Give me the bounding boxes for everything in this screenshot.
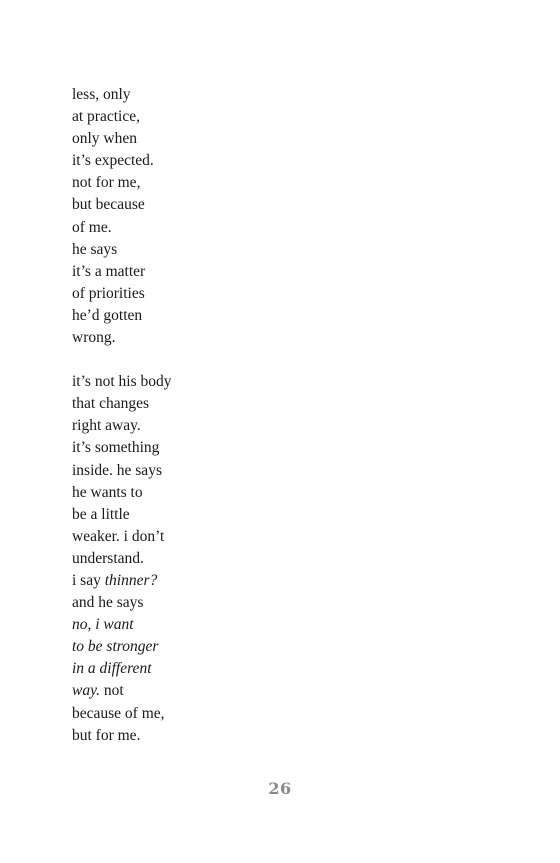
poem-line	[72, 658, 492, 680]
line-text: it’s expected.	[72, 152, 154, 170]
line-text: i say	[72, 571, 105, 589]
line-text: it’s something	[72, 439, 160, 457]
poem-line	[72, 636, 492, 658]
poem-line	[72, 371, 492, 393]
stanza	[72, 84, 492, 349]
line-text: of me.	[72, 218, 112, 236]
stanza	[72, 371, 492, 747]
line-text: it’s not his body	[72, 373, 172, 391]
italic-text: to be stronger	[72, 638, 159, 656]
poem-line	[72, 305, 492, 327]
poem-line	[72, 150, 492, 172]
poem-line	[72, 194, 492, 216]
line-text: he’d gotten	[72, 306, 143, 324]
poem-line	[72, 592, 492, 614]
poem-body	[72, 84, 492, 747]
poem-line	[72, 570, 492, 592]
poem-line	[72, 84, 492, 106]
poem-line	[72, 680, 492, 702]
line-text: right away.	[72, 417, 141, 435]
poem-line	[72, 548, 492, 570]
line-text: wrong.	[72, 329, 116, 347]
poem-line	[72, 217, 492, 239]
italic-text: no, i want	[72, 616, 134, 634]
italic-text: way.	[72, 682, 100, 700]
poem-line	[72, 482, 492, 504]
line-text: of priorities	[72, 284, 145, 302]
line-text: because of me,	[72, 704, 165, 722]
italic-text: thinner?	[104, 571, 158, 589]
line-text: inside. he says	[72, 461, 162, 479]
poem-line	[72, 614, 492, 636]
poem-line	[72, 327, 492, 349]
poem-line	[72, 106, 492, 128]
line-text: at practice,	[72, 108, 140, 126]
poem-line	[72, 283, 492, 305]
line-text: he says	[72, 240, 118, 258]
italic-text: in a different	[72, 660, 152, 678]
line-text: less, only	[72, 86, 131, 103]
poem-line	[72, 172, 492, 194]
line-text: that changes	[72, 395, 150, 413]
poem-line	[72, 703, 492, 725]
poem-line	[72, 415, 492, 437]
line-text: not for me,	[72, 174, 141, 192]
line-text: not	[100, 682, 124, 700]
line-text: but because	[72, 196, 145, 214]
poem-line	[72, 725, 492, 747]
poem-line	[72, 239, 492, 261]
poem-line	[72, 261, 492, 283]
line-text: only when	[72, 130, 138, 148]
poem-line	[72, 437, 492, 459]
poem-line	[72, 526, 492, 548]
line-text: he wants to	[72, 483, 143, 501]
line-text: but for me.	[72, 726, 141, 744]
page-number: 26	[268, 779, 292, 798]
line-text: weaker. i don’t	[72, 527, 165, 545]
line-text: it’s a matter	[72, 262, 146, 280]
line-text: understand.	[72, 549, 144, 567]
poem-line	[72, 128, 492, 150]
poem-line	[72, 504, 492, 526]
line-text: and he says	[72, 594, 144, 612]
poem-line	[72, 393, 492, 415]
line-text: be a little	[72, 505, 130, 523]
poem-line	[72, 460, 492, 482]
